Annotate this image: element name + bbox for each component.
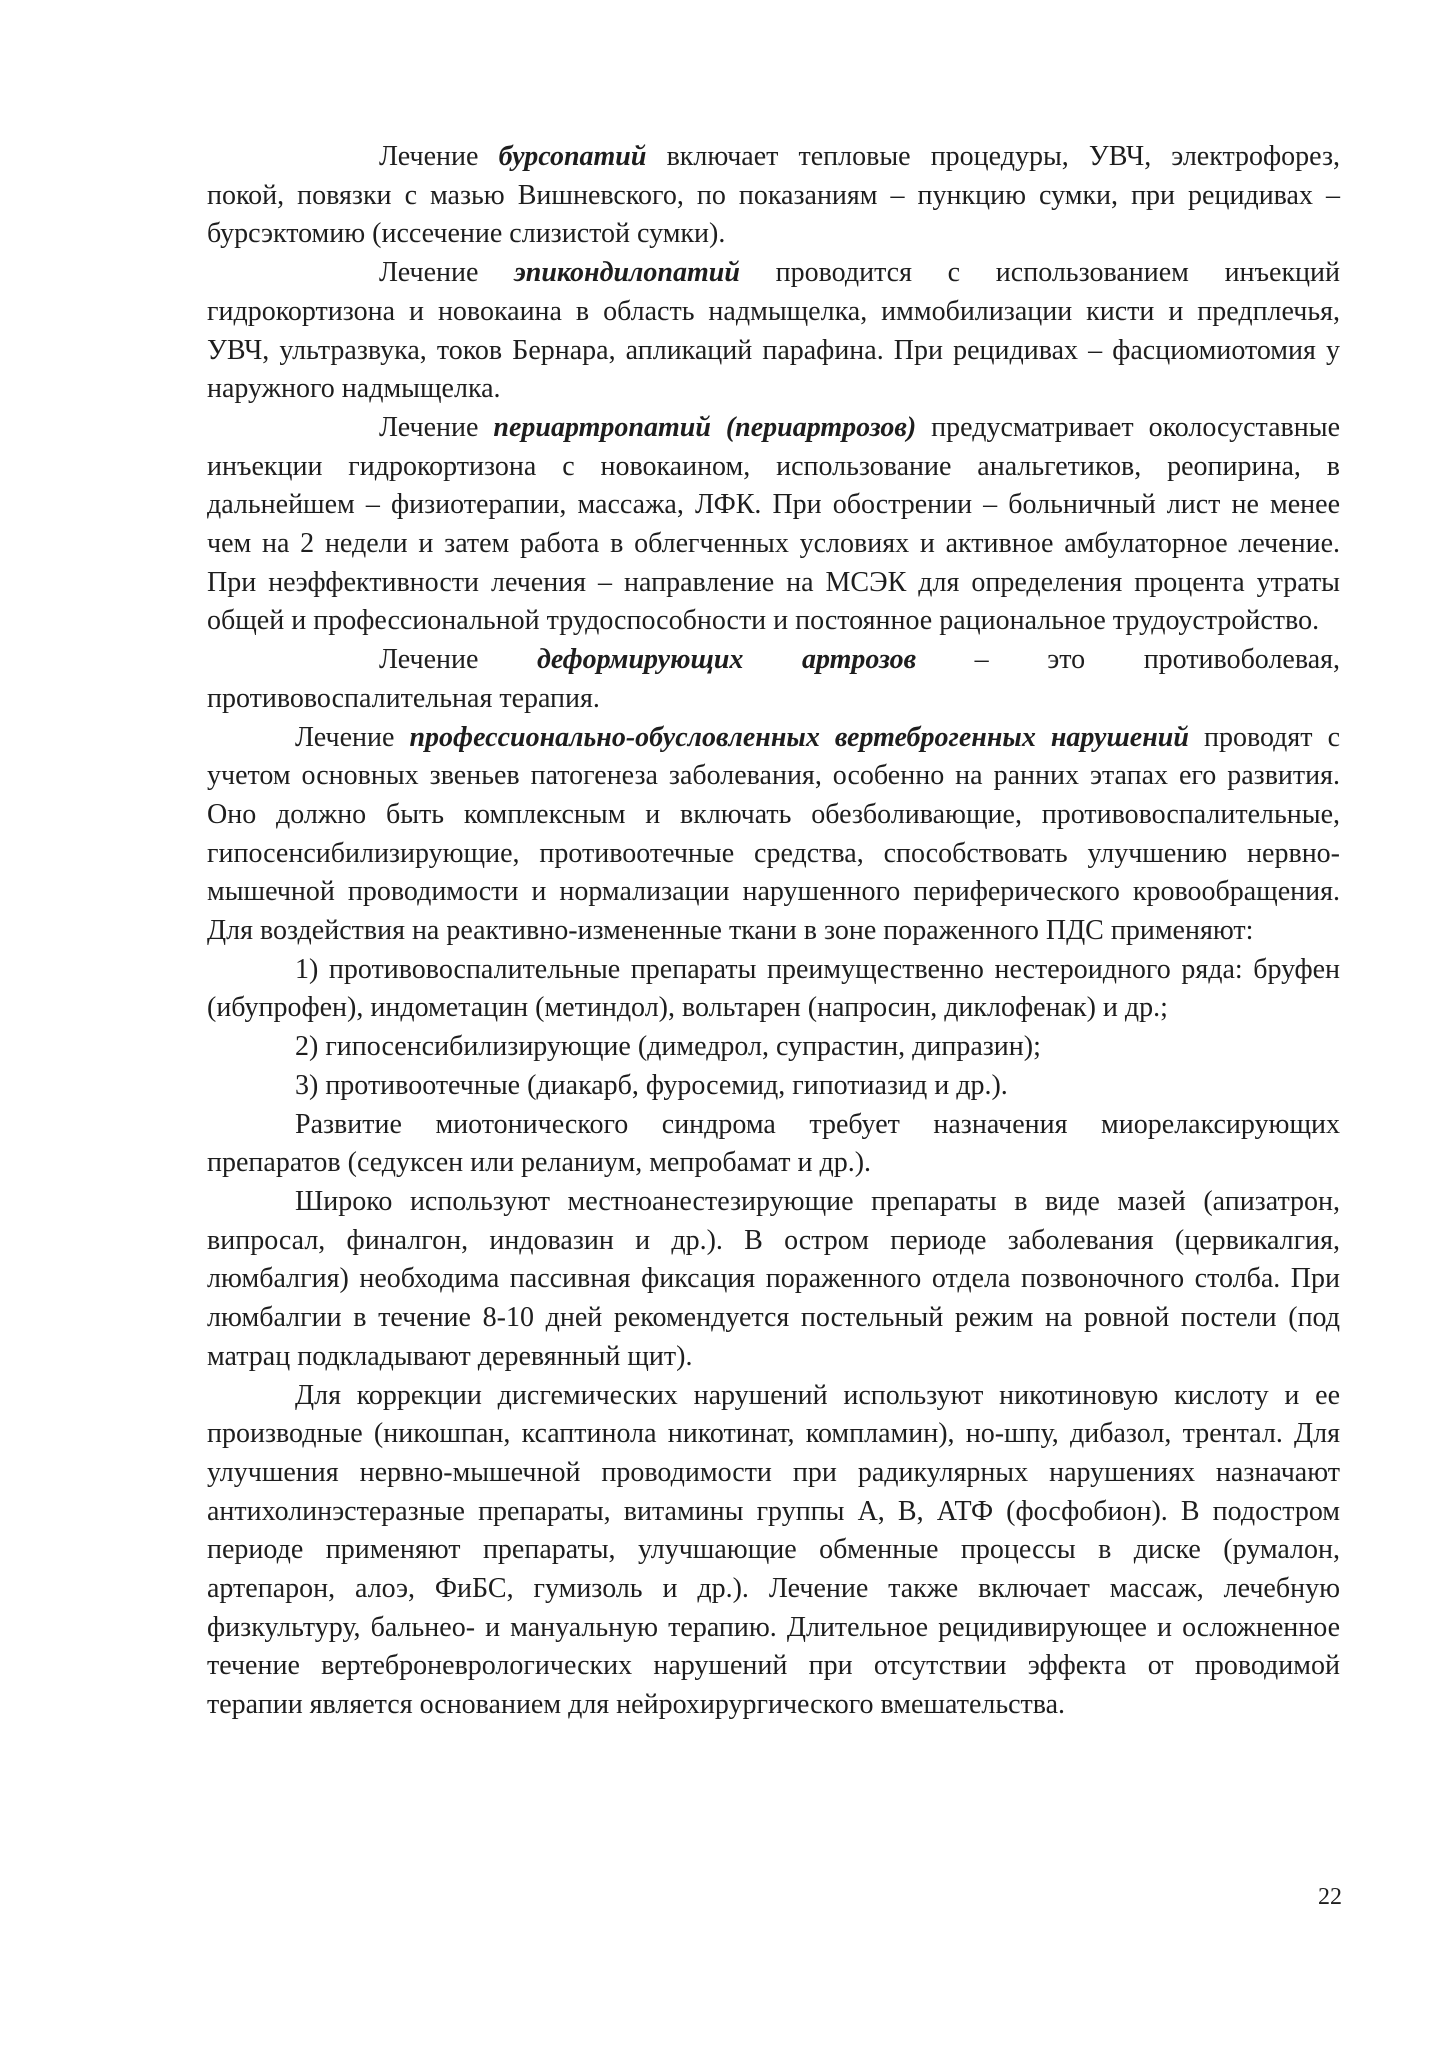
paragraph-epicondylopathy bbox=[207, 254, 1340, 409]
term-deforming-arthrosis: деформирующих артрозов bbox=[537, 644, 917, 676]
term-bursopathy: бурсопатий bbox=[498, 141, 647, 172]
paragraph-myotonic: Развитие миотонического синдрома требует назначения миорелаксирующих препаратов (седуксен или реланиум, мепробамат и др.). bbox=[207, 1108, 1340, 1179]
term-epicondylopathy: эпикондилопатий bbox=[514, 257, 740, 289]
paragraph-lead: Лечение bbox=[379, 644, 538, 676]
paragraph-text: проводят с учетом основных звеньев патогенеза заболевания, особенно на ранних этапах его развития. Оно должно быть комплексным и включать обезболивающие, противовоспалительные, гипосенсибилизирующие, противоотечные средства, способствовать улучшению нервно-мышечной проводимости и нормализации нарушенного периферического кровообращения. Для воздействия на реактивно-измененные ткани в зоне пораженного ПДС применяют: bbox=[207, 721, 1340, 947]
page-number: 22 bbox=[1318, 1884, 1342, 1910]
paragraph-vertebrogenic bbox=[207, 719, 1340, 951]
paragraph-text: включает тепловые процедуры, УВЧ, электрофорез, покой, повязки с мазью Вишневского, по показаниям – пункцию сумки, при рецидивах – бурсэктомию (иссечение слизистой сумки). bbox=[207, 141, 1341, 250]
term-vertebrogenic: профессионально-обусловленных вертеброгенных нарушений bbox=[409, 721, 1189, 753]
document-page bbox=[207, 138, 1340, 1725]
paragraph-bursopathy bbox=[207, 138, 1340, 254]
paragraph-lead: Лечение bbox=[295, 721, 410, 753]
paragraph-text: – это противоболевая, противовоспалительная терапия. bbox=[207, 644, 1341, 714]
term-periarthropathy: периартропатий (периартрозов) bbox=[493, 411, 917, 443]
list-item: 2) гипосенсибилизирующие (димедрол, супрастин, дипразин); bbox=[295, 1031, 1041, 1063]
paragraph-dyshemic-correction: Для коррекции дисгемических нарушений используют никотиновую кислоту и ее производные (никошпан, ксаптинола никотинат, компламин), но-шпу, дибазол, трентал. Для улучшения нервно-мышечной проводимости при радикулярных нарушениях назначают антихолинэстеразные препараты, витамины группы А, В, АТФ (фосфобион). В подостром периоде применяют препараты, улучшающие обменные процессы в диске (румалон, артепарон, алоэ, ФиБС, гумизоль и др.). Лечение также включает массаж, лечебную физкультуру, бальнео- и мануальную терапию. Длительное рецидивирующее и осложненное течение вертеброневрологических нарушений при отсутствии эффекта от проводимой терапии является основанием для нейрохирургического вмешательства. bbox=[207, 1379, 1340, 1721]
paragraph-local-anesthetics: Широко используют местноанестезирующие препараты в виде мазей (апизатрон, випросал, финалгон, индовазин и др.). В остром периоде заболевания (цервикалгия, люмбалгия) необходима пассивная фиксация пораженного отдела позвоночного столба. При люмбалгии в течение 8-10 дней рекомендуется постельный режим на ровной постели (под матрац подкладывают деревянный щит). bbox=[207, 1185, 1340, 1372]
list-item: 1) противовоспалительные препараты преимущественно нестероидного ряда: бруфен (ибупрофен), индометацин (метиндол), вольтарен (напросин, диклофенак) и др.; bbox=[207, 953, 1340, 1024]
paragraph-periarthropathy bbox=[207, 409, 1340, 641]
paragraph-lead: Лечение bbox=[379, 257, 515, 289]
paragraph-lead: Лечение bbox=[379, 411, 494, 443]
paragraph-deforming-arthrosis bbox=[207, 641, 1340, 718]
paragraph-text: проводится с использованием инъекций гидрокортизона и новокаина в область надмыщелка, иммобилизации кисти и предплечья, УВЧ, ультразвука, токов Бернара, апликаций парафина. При рецидивах – фасциомиотомия у наружного надмыщелка. bbox=[207, 257, 1341, 405]
paragraph-lead: Лечение bbox=[379, 141, 499, 172]
paragraph-text: предусматривает околосуставные инъекции гидрокортизона с новокаином, использование анальгетиков, реопирина, в дальнейшем – физиотерапии, массажа, ЛФК. При обострении – больничный лист не менее чем на 2 недели и затем работа в облегченных условиях и активное амбулаторное лечение. При неэффективности лечения – направление на МСЭК для определения процента утраты общей и профессиональной трудоспособности и постоянное рациональное трудоустройство. bbox=[207, 411, 1340, 637]
list-item: 3) противоотечные (диакарб, фуросемид, гипотиазид и др.). bbox=[295, 1069, 1008, 1101]
